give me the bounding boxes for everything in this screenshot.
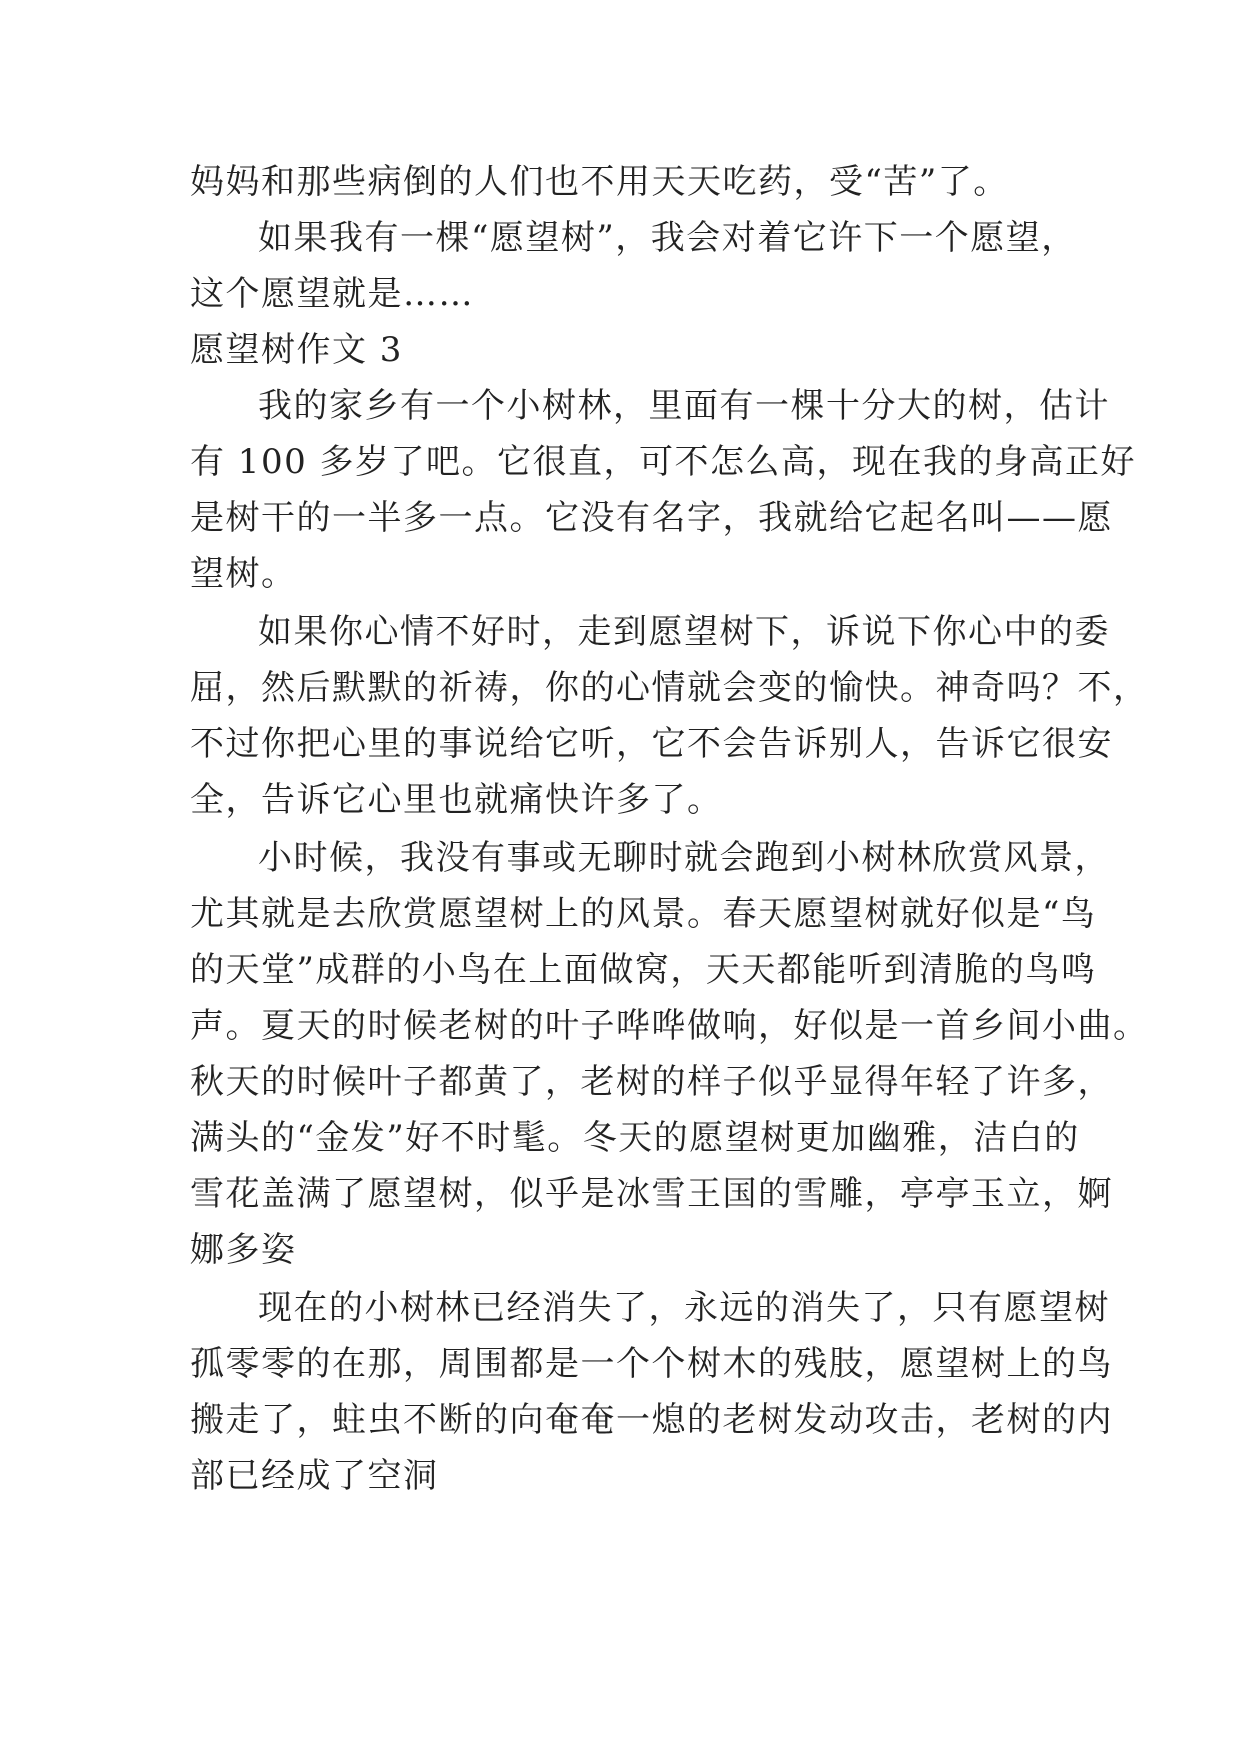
text-line: 部已经成了空洞 (190, 1456, 439, 1496)
text-line: 望树。 (190, 554, 297, 594)
paragraph-first-line: 现在的小树林已经消失了，永远的消失了，只有愿望树 (258, 1288, 1110, 1328)
text-line: 不过你把心里的事说给它听，它不会告诉别人，告诉它很安 (190, 724, 1113, 764)
section-heading: 愿望树作文 3 (190, 330, 403, 370)
paragraph-first-line: 我的家乡有一个小树林，里面有一棵十分大的树，估计 (258, 386, 1110, 426)
text-line: 声。夏天的时候老树的叶子哗哗做响，好似是一首乡间小曲。 (190, 1006, 1149, 1046)
text-line: 搬走了，蛀虫不断的向奄奄一熄的老树发动攻击，老树的内 (190, 1400, 1113, 1440)
text-line: 全，告诉它心里也就痛快许多了。 (190, 780, 723, 820)
text-line: 秋天的时候叶子都黄了，老树的样子似乎显得年轻了许多， (190, 1062, 1113, 1102)
text-line: 的天堂”成群的小鸟在上面做窝，天天都能听到清脆的鸟鸣 (190, 950, 1097, 990)
text-line: 是树干的一半多一点。它没有名字，我就给它起名叫——愿 (190, 498, 1113, 538)
paragraph-first-line: 如果我有一棵“愿望树”，我会对着它许下一个愿望， (258, 218, 1077, 258)
text-line: 尤其就是去欣赏愿望树上的风景。春天愿望树就好似是“鸟 (190, 894, 1097, 934)
text-line: 有 100 多岁了吧。它很直，可不怎么高，现在我的身高正好 (190, 442, 1137, 482)
text-line: 雪花盖满了愿望树，似乎是冰雪王国的雪雕，亭亭玉立，婀 (190, 1174, 1113, 1214)
text-line: 娜多姿 (190, 1230, 297, 1270)
text-line: 满头的“金发”好不时髦。冬天的愿望树更加幽雅，洁白的 (190, 1118, 1080, 1158)
text-line: 屈，然后默默的祈祷，你的心情就会变的愉快。神奇吗？不， (190, 668, 1149, 708)
text-line: 妈妈和那些病倒的人们也不用天天吃药，受“苦”了。 (190, 162, 1009, 202)
paragraph-first-line: 小时候，我没有事或无聊时就会跑到小树林欣赏风景， (258, 838, 1110, 878)
text-line: 这个愿望就是…… (190, 274, 474, 314)
text-line: 孤零零的在那，周围都是一个个树木的残肢，愿望树上的鸟 (190, 1344, 1113, 1384)
paragraph-first-line: 如果你心情不好时，走到愿望树下，诉说下你心中的委 (258, 612, 1110, 652)
